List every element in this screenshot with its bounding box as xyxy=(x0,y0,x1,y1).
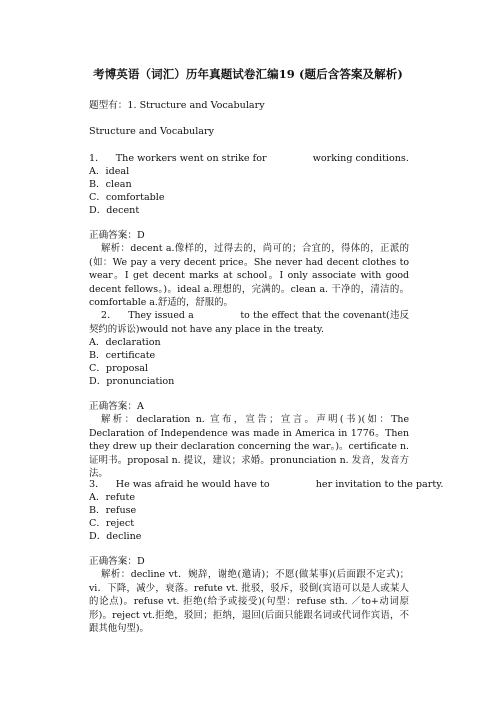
answer-label: 正确答案： xyxy=(89,556,137,567)
page-title: 考博英语（词汇）历年真题试卷汇编19 (题后含答案及解析) xyxy=(93,67,403,81)
section-heading: Structure and Vocabulary xyxy=(89,126,215,137)
option-d: D．decline xyxy=(89,531,142,542)
stem-before-blank: He was afraid he would have to xyxy=(115,479,270,490)
question-number: 1． xyxy=(89,153,105,164)
option-d: D．decent xyxy=(89,205,140,216)
question-3-explanation xyxy=(89,568,409,636)
stem-after-blank: her invitation to the party. xyxy=(315,479,444,490)
question-number: 3． xyxy=(89,479,105,490)
explanation-text: declaration n. 宣布，宣告；宣言。声明(书)(如：The Declaration of Independence was made in America in 1776。Then they drew up their declaration concerning the war。)。certificate n.证明书。proposal n. 提议，建议；求婚。pronunciation n. 发音，发音方法。 xyxy=(89,414,409,480)
question-3-stem xyxy=(89,478,443,491)
answer-value: A xyxy=(136,401,144,412)
answer-value: D xyxy=(136,556,145,567)
analysis-label: 解析： xyxy=(101,569,131,580)
option-b: B．refuse xyxy=(89,505,137,516)
question-number: 2． xyxy=(101,310,117,321)
question-2-stem xyxy=(89,309,409,336)
option-a: A．refute xyxy=(89,492,136,503)
explanation-text: decline vt．婉辞，谢绝(邀请)；不愿(做某事)(后面跟不定式)；vi．下降，减少，衰落。refute vt. 批驳，驳斥，驳倒(宾语可以是人或某人的论点)。refuse vt. 拒绝(给予或接受)(句型：refuse sth. ／to+动词原形)。reject vt.拒绝，驳回；拒纳，退回(后面只能跟名词或代词作宾语，不跟其他句型)。 xyxy=(89,569,409,635)
option-a: A．ideal xyxy=(89,166,130,177)
option-a: A．declaration xyxy=(89,337,161,348)
stem-after-blank: working conditions. xyxy=(312,153,409,164)
option-c: C．proposal xyxy=(89,363,149,374)
stem-continued: not have any place in the treaty. xyxy=(171,323,324,335)
option-b: B．clean xyxy=(89,179,132,190)
option-c: C．reject xyxy=(89,518,135,529)
option-c: C．comfortable xyxy=(89,192,165,203)
option-b: B．certificate xyxy=(89,350,156,361)
question-1-stem xyxy=(89,152,409,165)
question-1-answer xyxy=(89,229,145,242)
question-types-line: 题型有：1. Structure and Vocabulary xyxy=(89,100,265,111)
answer-value: D xyxy=(136,230,145,241)
question-2-answer xyxy=(89,400,144,413)
option-d: D．pronunciation xyxy=(89,376,175,387)
analysis-label: 解析： xyxy=(101,414,137,425)
stem-before-blank: The workers went on strike for xyxy=(115,153,267,164)
analysis-label: 解析： xyxy=(101,243,131,254)
stem-after-blank: to the effect that the covenant(违反契约的诉讼)would xyxy=(89,310,410,335)
question-1-explanation xyxy=(89,242,409,310)
answer-label: 正确答案： xyxy=(89,230,137,241)
explanation-text: decent a.像样的，过得去的，尚可的；合宜的，得体的，正派的(如：We pay a very decent price。She never had decent clothes to wear。I get decent marks at school。I only associate with good decent fellows。)。ideal a.理想的，完满的。clean a. 干净的，清洁的。comfortable a.舒适的，舒服的。 xyxy=(89,243,409,309)
stem-before-blank: They issued a xyxy=(128,310,194,321)
answer-label: 正确答案： xyxy=(89,401,137,412)
question-2-explanation xyxy=(89,413,409,481)
question-3-answer xyxy=(89,555,145,568)
